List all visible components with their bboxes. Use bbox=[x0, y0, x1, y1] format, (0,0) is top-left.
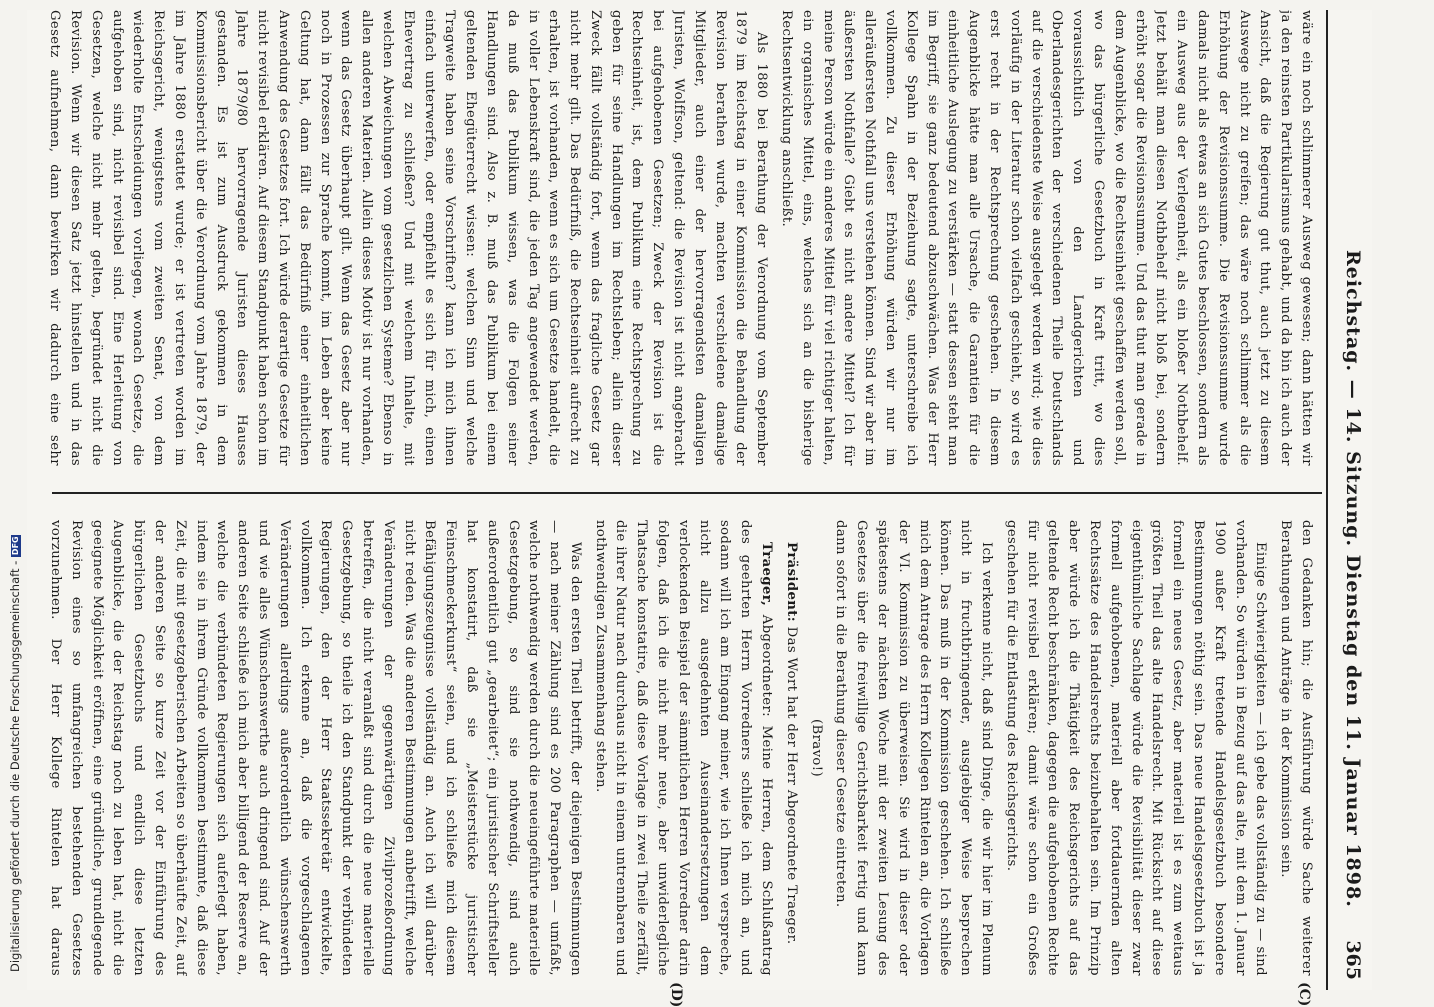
page-number: 365 bbox=[1342, 940, 1364, 980]
traeger-paragraph bbox=[589, 520, 776, 976]
right-column bbox=[46, 520, 1316, 976]
right-paragraph-2: Einige Schwierigkeiten — ich gebe das vollständig zu — sind vorhanden. So würden in Bezug auf das alte, mit dem 1. Januar 1900 außer Kraft tretende Handelsgesetzbuch besondere Bestimmungen nöthig sein. Das neue Handelsgesetzbuch ist ja formell ein neues Gesetz, aber materiell ist es zum weitaus größten Theil das alte Handelsrecht. Mit Rücksicht auf diese eigenthümliche Sachlage würde die Revisibilität dieser zwar formell aufgehobenen, materiell aber fortdauernden alten Rechtssätze des Handelsrechts beizubehalten sein. Im Prinzip aber würde ich die Thätigkeit des Reichsgerichts auf das geltende Recht beschränken, dagegen die aufgehobenen Rechte für nicht revisibel erklären; damit wäre schon ein Großes geschehen für die Entlastung des Reichsgerichts. bbox=[1000, 520, 1270, 976]
margin-marker-b bbox=[668, 0, 684, 1]
president-text: Das Wort hat der Herr Abgeordnete Traeger. bbox=[784, 622, 799, 944]
right-paragraph-1: den Gedanken hin; die Ausführung würde Sache weiterer Berathungen und Anträge in der Kommission sein. bbox=[1274, 520, 1316, 976]
page-header bbox=[1316, 10, 1372, 990]
footer-text: Digitalisierung gefördert durch die Deutsche Forschungsgemeinschaft - bbox=[8, 561, 22, 972]
rotated-page bbox=[27, 10, 1372, 990]
president-paragraph bbox=[780, 520, 801, 976]
margin-marker-d: (D) bbox=[668, 982, 684, 1007]
footer-credit bbox=[2, 606, 26, 996]
traeger-text: Abgeordneter: Meine Herren, dem Schlußantrag des geehrten Herrn Vorredners schließe ich mich an, und sodann will ich am Eingang meiner, wie ich Ihnen verspreche, nicht allzu ausgedehnten Auseinandersetzungen dem verlockenden Beispiel der sämmtlichen Herren Vorredner darin folgen, daß ich die nicht mehr neue, aber unwiderlegliche Thatsache konstatire, daß diese Vorlage in zwei Theile zerfällt, die ihrer Natur nach durchaus nicht in einem untrennbaren und nothwendigen Zusammenhang stehen. bbox=[593, 520, 774, 976]
right-paragraph-6: Was den ersten Theil betrifft, der diejenigen Bestimmungen — nach meiner Zählung sind es 200 Paragraphen — umfaßt, welche nothwendig werden durch die neueingeführte materielle Gesetzgebung, so sind sie nothwendig, sind auch außerordentlich gut „gearbeitet“; ein juristischer Schriftsteller hat konstatirt, daß sie „Meisterstücke juristischer Feinschmeckerkunst“ seien, und ich schließe mich diesem Befähigungszeugnisse vollständig an. Auch ich will darüber nicht reden. Was die anderen Bestimmungen anbetrifft, welche Veränderungen der gegenwärtigen Zivilprozeßordnung betreffen, die nicht veranlaßt sind durch die neue materielle Gesetzgebung, so theile ich den Standpunkt der verbündeten Regierungen, den der Herr Staatssekretär entwickelte, vollkommen. Ich erkenne an, daß die vorgeschlagenen Veränderungen allerdings außerordentlich wünschenswerth und wie alles Wünschenswerthe auch dringend sind. Auf der anderen Seite schließe ich mich aber billigend der Reserve an, welche die verbündeten Regierungen sich auferlegt haben, indem sie in ihrem Gründe vollkommen bestimmte, daß diese Zeit, die mit gesetzgeberischen Arbeiten so überhäufte Zeit, auf der anderen Seite so kurze Zeit vor der Einführung des bürgerlichen Gesetzbuchs und endlich diese letzten Augenblicke, die der Reichstag noch zu leben hat, nicht die geeignete Möglichkeit eröffnen, eine gründliche, grundlegende Revision eines so umfangreichen bestehenden Gesetzes vorzunehmen. Der Herr Kollege Rintelen hat daraus bbox=[46, 520, 585, 976]
left-paragraph-1: wäre ein noch schlimmerer Ausweg gewesen; dann hätten wir ja den reinsten Partikularismus gehabt, und da bin ich auch der Ansicht, daß die Regierung gut thut, auch jetzt zu diesem Auswege nicht zu greifen; das wäre noch schlimmer als die Erhöhung der Revisionssumme. Die Revisionssumme wurde damals nicht als etwas an sich Gutes beschlossen, sondern als ein Ausweg aus der Verlegenheit, als ein bloßer Nothbehelf. Jetzt behält man diesen Nothbehelf nicht bloß bei, sondern erhöht sogar die Revisionssumme. Und das thut man gerade in dem Augenblicke, wo die Rechtseinheit geschaffen werden soll, wo das bürgerliche Gesetzbuch in Kraft tritt, wo dies voraussichtlich von den Landgerichten und Oberlandesgerichten der verschiedenen Theile Deutschlands auf die verschiedenste Weise ausgelegt werden wird; wie dies vorläufig in der Literatur schon vielfach geschieht, so wird es erst recht in der Rechtsprechung geschehen. In diesem Augenblicke hätte man alle Ursache, die Garantien für die einheitliche Auslegung zu verstärken — statt dessen steht man im Begriff, sie ganz bedeutend abzuschwächen. Was der Herr Kollege Spahn in der Beziehung sagte, unterschreibe ich vollkommen. Zu dieser Erhöhung würden wir nur im alleräußersten Nothfall uns verstehen können. Sind wir aber im äußersten Nothfalle? Giebt es nicht andere Mittel? Ich für meine Person würde ein anderes Mittel für viel richtiger halten, ein organisches Mittel, eins, welches sich an die bisherige Rechtsentwicklung anschließt. bbox=[775, 10, 1316, 466]
speaker-traeger: Traeger, bbox=[759, 542, 774, 606]
dfg-logo: DFG bbox=[11, 535, 21, 557]
header-rule bbox=[1326, 10, 1328, 990]
right-paragraph-3: Ich verkenne nicht, daß sind Dinge, die wir hier im Plenum nicht in fruchtbringender, ausgiebiger Weise besprechen können. Das muß in der Kommission geschehen. Ich schließe mich dem Antrage des Herrn Kollegen Rintelen an, die Vorlagen der VI. Kommission zu überweisen. Sie wird in dieser oder spätestens der nächsten Woche mit der zweiten Lesung des Gesetzes über die freiwillige Gerichtsbarkeit fertig und kann dann sofort in die Berathung dieser Gesetze eintreten. bbox=[830, 520, 996, 976]
footer-text-wrapper bbox=[4, 602, 26, 972]
applause-note: (Bravo!) bbox=[805, 520, 826, 976]
margin-marker-c: (C) bbox=[1296, 982, 1312, 1006]
speaker-president: Präsident: bbox=[784, 542, 799, 622]
column-divider bbox=[52, 492, 1322, 494]
left-column bbox=[46, 10, 1316, 466]
page-title: Reichstag. — 14. Sitzung. Dienstag den 11. Januar 1898. bbox=[1342, 250, 1364, 908]
left-paragraph-2: Als 1880 bei Berathung der Verordnung vom September 1879 im Reichstag in einer Kommission die Behandlung der Revision berathen wurde, machten verschiedene damalige Mitglieder, auch einer der hervorragendsten damaligen Juristen, Wolffson, geltend: die Revision ist nicht angebracht bei aufgehobenen Gesetzen; Zweck der Revision ist die Rechtseinheit, ist, dem Publikum eine Rechtsprechung zu geben für seine Handlungen im Rechtsleben; allein dieser Zweck fällt vollständig fort, wenn das fragliche Gesetz gar nicht mehr gilt. Das Bedürfniß, die Rechtseinheit aufrecht zu erhalten, ist vorhanden, wenn es sich um Gesetze handelt, die in voller Lebenskraft sind, die jeden Tag angewendet werden, da muß das Publikum wissen, was die Folgen seiner Handlungen sind. Also z. B. muß das Publikum bei einem geltenden Ehegüterrecht wissen: welchen Sinn und welche Tragweite haben seine Vorschriften? kann ich mich ihnen einfach unterwerfen, oder empfiehlt es sich für mich, einen Ehevertrag zu schließen? Und mit welchem Inhalte, mit welchen Abweichungen vom gesetzlichen Systeme? Ebenso in allen anderen Materien. Allein dieses Motiv ist nur vorhanden, wenn das Gesetz überhaupt gilt. Wenn das Gesetz aber nur noch in Prozessen zur Sprache kommt, im Leben aber keine Geltung hat, dann fällt das Bedürfniß einer einheitlichen Anwendung des Gesetzes fort. Ich würde derartige Gesetze für nicht revisibel erklären. Auf diesem Standpunkt haben schon im Jahre 1879/80 hervorragende Juristen dieses Hauses gestanden. Es ist zum Ausdruck gekommen in dem Kommissionsbericht über die Verordnung vom Jahre 1879, der im Jahre 1880 erstattet wurde; er ist vertreten worden im Reichsgericht, wenigstens vom zweiten Senat, von dem wiederholte Entscheidungen vorliegen, wonach Gesetze, die aufgehoben sind, nicht revisibel sind. Eine Herleitung von Gesetzen, welche nicht mehr gelten, begründet nicht die Revision. Wenn wir diesen Satz jetzt hinstellen und in das Gesetz aufnehmen, dann bewirken wir dadurch eine sehr bbox=[46, 10, 771, 466]
